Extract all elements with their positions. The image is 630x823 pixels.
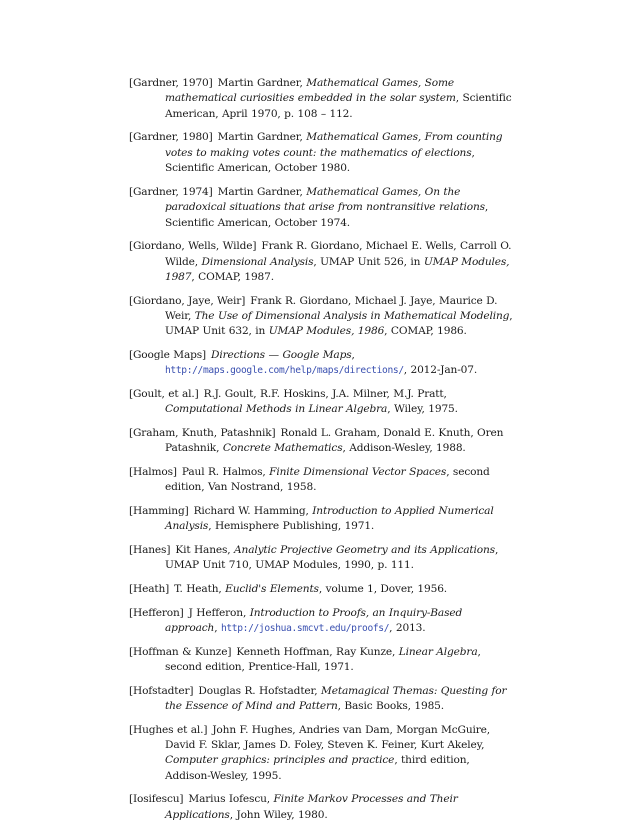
bib-text: , John Wiley, 1980. (229, 808, 328, 821)
bib-entry (129, 426, 517, 457)
bib-text: Martin Gardner, (217, 185, 307, 198)
bib-entry (129, 185, 517, 231)
bib-key: [Giordano, Jaye, Weir] (129, 294, 246, 307)
bib-text: , Scientific American, April 1970, p. 108 – 112. (165, 92, 512, 120)
bib-title: Mathematical Games, On the paradoxical situations that arise from nontransitive relations (165, 185, 485, 214)
bib-entry (129, 348, 517, 379)
bib-title: Euclid's Elements (225, 583, 319, 596)
bib-text: Martin Gardner, (217, 77, 307, 89)
bib-text: , 2012-Jan-07. (403, 364, 478, 377)
bib-title: Computer graphics: principles and practice (165, 754, 395, 767)
bib-text: Kit Hanes, (175, 544, 235, 557)
bib-text: , second edition, Prentice-Hall, 1971. (165, 645, 481, 674)
bib-text: , third edition, Addison-Wesley, 1995. (165, 754, 470, 782)
bib-text: , (214, 622, 221, 635)
bib-key: [Hefferon] (129, 606, 184, 619)
bib-entry (129, 294, 517, 340)
bib-key: [Giordano, Wells, Wilde] (129, 240, 257, 253)
bib-text: Frank R. Giordano, Michael E. Wells, Carroll O. Wilde, (165, 240, 512, 268)
bib-key: [Goult, et al.] (129, 388, 199, 401)
bib-entry (129, 792, 517, 823)
bib-entry (129, 543, 517, 574)
bib-key: [Iosifescu] (129, 793, 184, 806)
bib-title: Finite Dimensional Vector Spaces (269, 466, 447, 479)
bib-text: Martin Gardner, (217, 131, 307, 144)
bib-text: T. Heath, (174, 583, 226, 596)
bib-text: , COMAP, 1987. (191, 271, 274, 284)
bib-title: Dimensional Analysis (201, 255, 314, 268)
bib-text: , UMAP Unit 710, UMAP Modules, 1990, p. 111. (165, 544, 499, 572)
bib-text: , Wiley, 1975. (387, 403, 458, 416)
bib-text: Paul R. Halmos, (181, 466, 270, 479)
bib-key: [Gardner, 1974] (129, 185, 213, 198)
bib-title: Introduction to Applied Numerical Analysis (165, 505, 494, 533)
bibliography-list (129, 76, 517, 823)
bib-key: [Graham, Knuth, Patashnik] (129, 427, 276, 440)
bib-entry (129, 723, 517, 785)
bib-title: UMAP Modules, 1986 (268, 325, 385, 338)
bib-text: R.J. Goult, R.F. Hoskins, J.A. Milner, M.J. Pratt, (203, 388, 447, 401)
bib-text: , 2013. (389, 622, 426, 635)
bib-text: John F. Hughes, Andries van Dam, Morgan McGuire, David F. Sklar, James D. Foley, Steven K. Feiner, Kurt Akeley, (165, 723, 490, 752)
bib-text: Kenneth Hoffman, Ray Kunze, (236, 645, 399, 658)
bib-key: [Halmos] (129, 466, 177, 479)
bib-url-link[interactable]: http://joshua.smcvt.edu/proofs/ (220, 623, 390, 635)
bib-text: , volume 1, Dover, 1956. (318, 583, 448, 596)
bib-key: [Hamming] (129, 505, 189, 518)
bib-text: , Basic Books, 1985. (337, 700, 444, 713)
bib-entry (129, 684, 517, 715)
bib-url-link[interactable]: http://maps.google.com/help/maps/directions/ (165, 365, 404, 377)
bib-entry (129, 387, 517, 418)
bib-title: Directions — Google Maps (211, 349, 352, 362)
bib-key: [Google Maps] (129, 349, 207, 362)
bib-title: Concrete Mathematics (222, 442, 343, 455)
bib-entry (129, 239, 517, 285)
bib-key: [Hanes] (129, 544, 171, 557)
bib-title: Mathematical Games, Some mathematical curiosities embedded in the solar system (165, 77, 456, 105)
bib-text: , Addison-Wesley, 1988. (342, 442, 466, 455)
bib-title: Linear Algebra (398, 645, 478, 658)
bib-entry (129, 465, 517, 496)
bib-text: Douglas R. Hofstadter, (198, 684, 322, 697)
bib-title: Analytic Projective Geometry and its Applications (234, 544, 495, 557)
bib-key: [Gardner, 1980] (129, 131, 213, 144)
bib-entry (129, 504, 517, 535)
bib-key: [Hoffman & Kunze] (129, 645, 232, 658)
bib-entry (129, 645, 517, 676)
bib-text: , Hemisphere Publishing, 1971. (208, 520, 375, 533)
bib-entry (129, 606, 517, 637)
bib-text: Richard W. Hamming, (193, 505, 313, 518)
bib-title: UMAP Modules, 1987 (165, 255, 510, 284)
bib-title: Finite Markov Processes and Their Applications (165, 793, 458, 821)
bib-text: , (351, 349, 355, 362)
bib-key: [Gardner, 1970] (129, 77, 213, 89)
bib-title: Metamagical Themas: Questing for the Essence of Mind and Pattern (165, 684, 507, 713)
bib-text: , UMAP Unit 526, in (313, 255, 424, 268)
bib-text: , UMAP Unit 632, in (165, 310, 513, 338)
bib-key: [Heath] (129, 583, 170, 596)
bib-text: , COMAP, 1986. (384, 325, 467, 338)
bib-text: J Hefferon, (188, 606, 250, 619)
bib-key: [Hofstadter] (129, 684, 194, 697)
bib-text: , Scientific American, October 1974. (165, 201, 489, 229)
bib-text: Marius Iofescu, (188, 793, 274, 806)
bib-title: The Use of Dimensional Analysis in Mathematical Modeling (194, 310, 510, 323)
bib-text: Ronald L. Graham, Donald E. Knuth, Oren Patashnik, (165, 427, 504, 455)
bib-entry (129, 76, 517, 122)
bib-text: Frank R. Giordano, Michael J. Jaye, Maurice D. Weir, (165, 294, 498, 323)
bib-title: Mathematical Games, From counting votes to making votes count: the mathematics of elections (165, 131, 503, 159)
bib-title: Introduction to Proofs, an Inquiry-Based approach (165, 606, 463, 635)
bib-key: [Hughes et al.] (129, 723, 208, 736)
bib-entry (129, 582, 517, 597)
bib-text: , Scientific American, October 1980. (165, 146, 475, 175)
bib-text: , second edition, Van Nostrand, 1958. (165, 466, 490, 494)
bib-entry (129, 130, 517, 176)
bib-title: Computational Methods in Linear Algebra (165, 403, 388, 416)
